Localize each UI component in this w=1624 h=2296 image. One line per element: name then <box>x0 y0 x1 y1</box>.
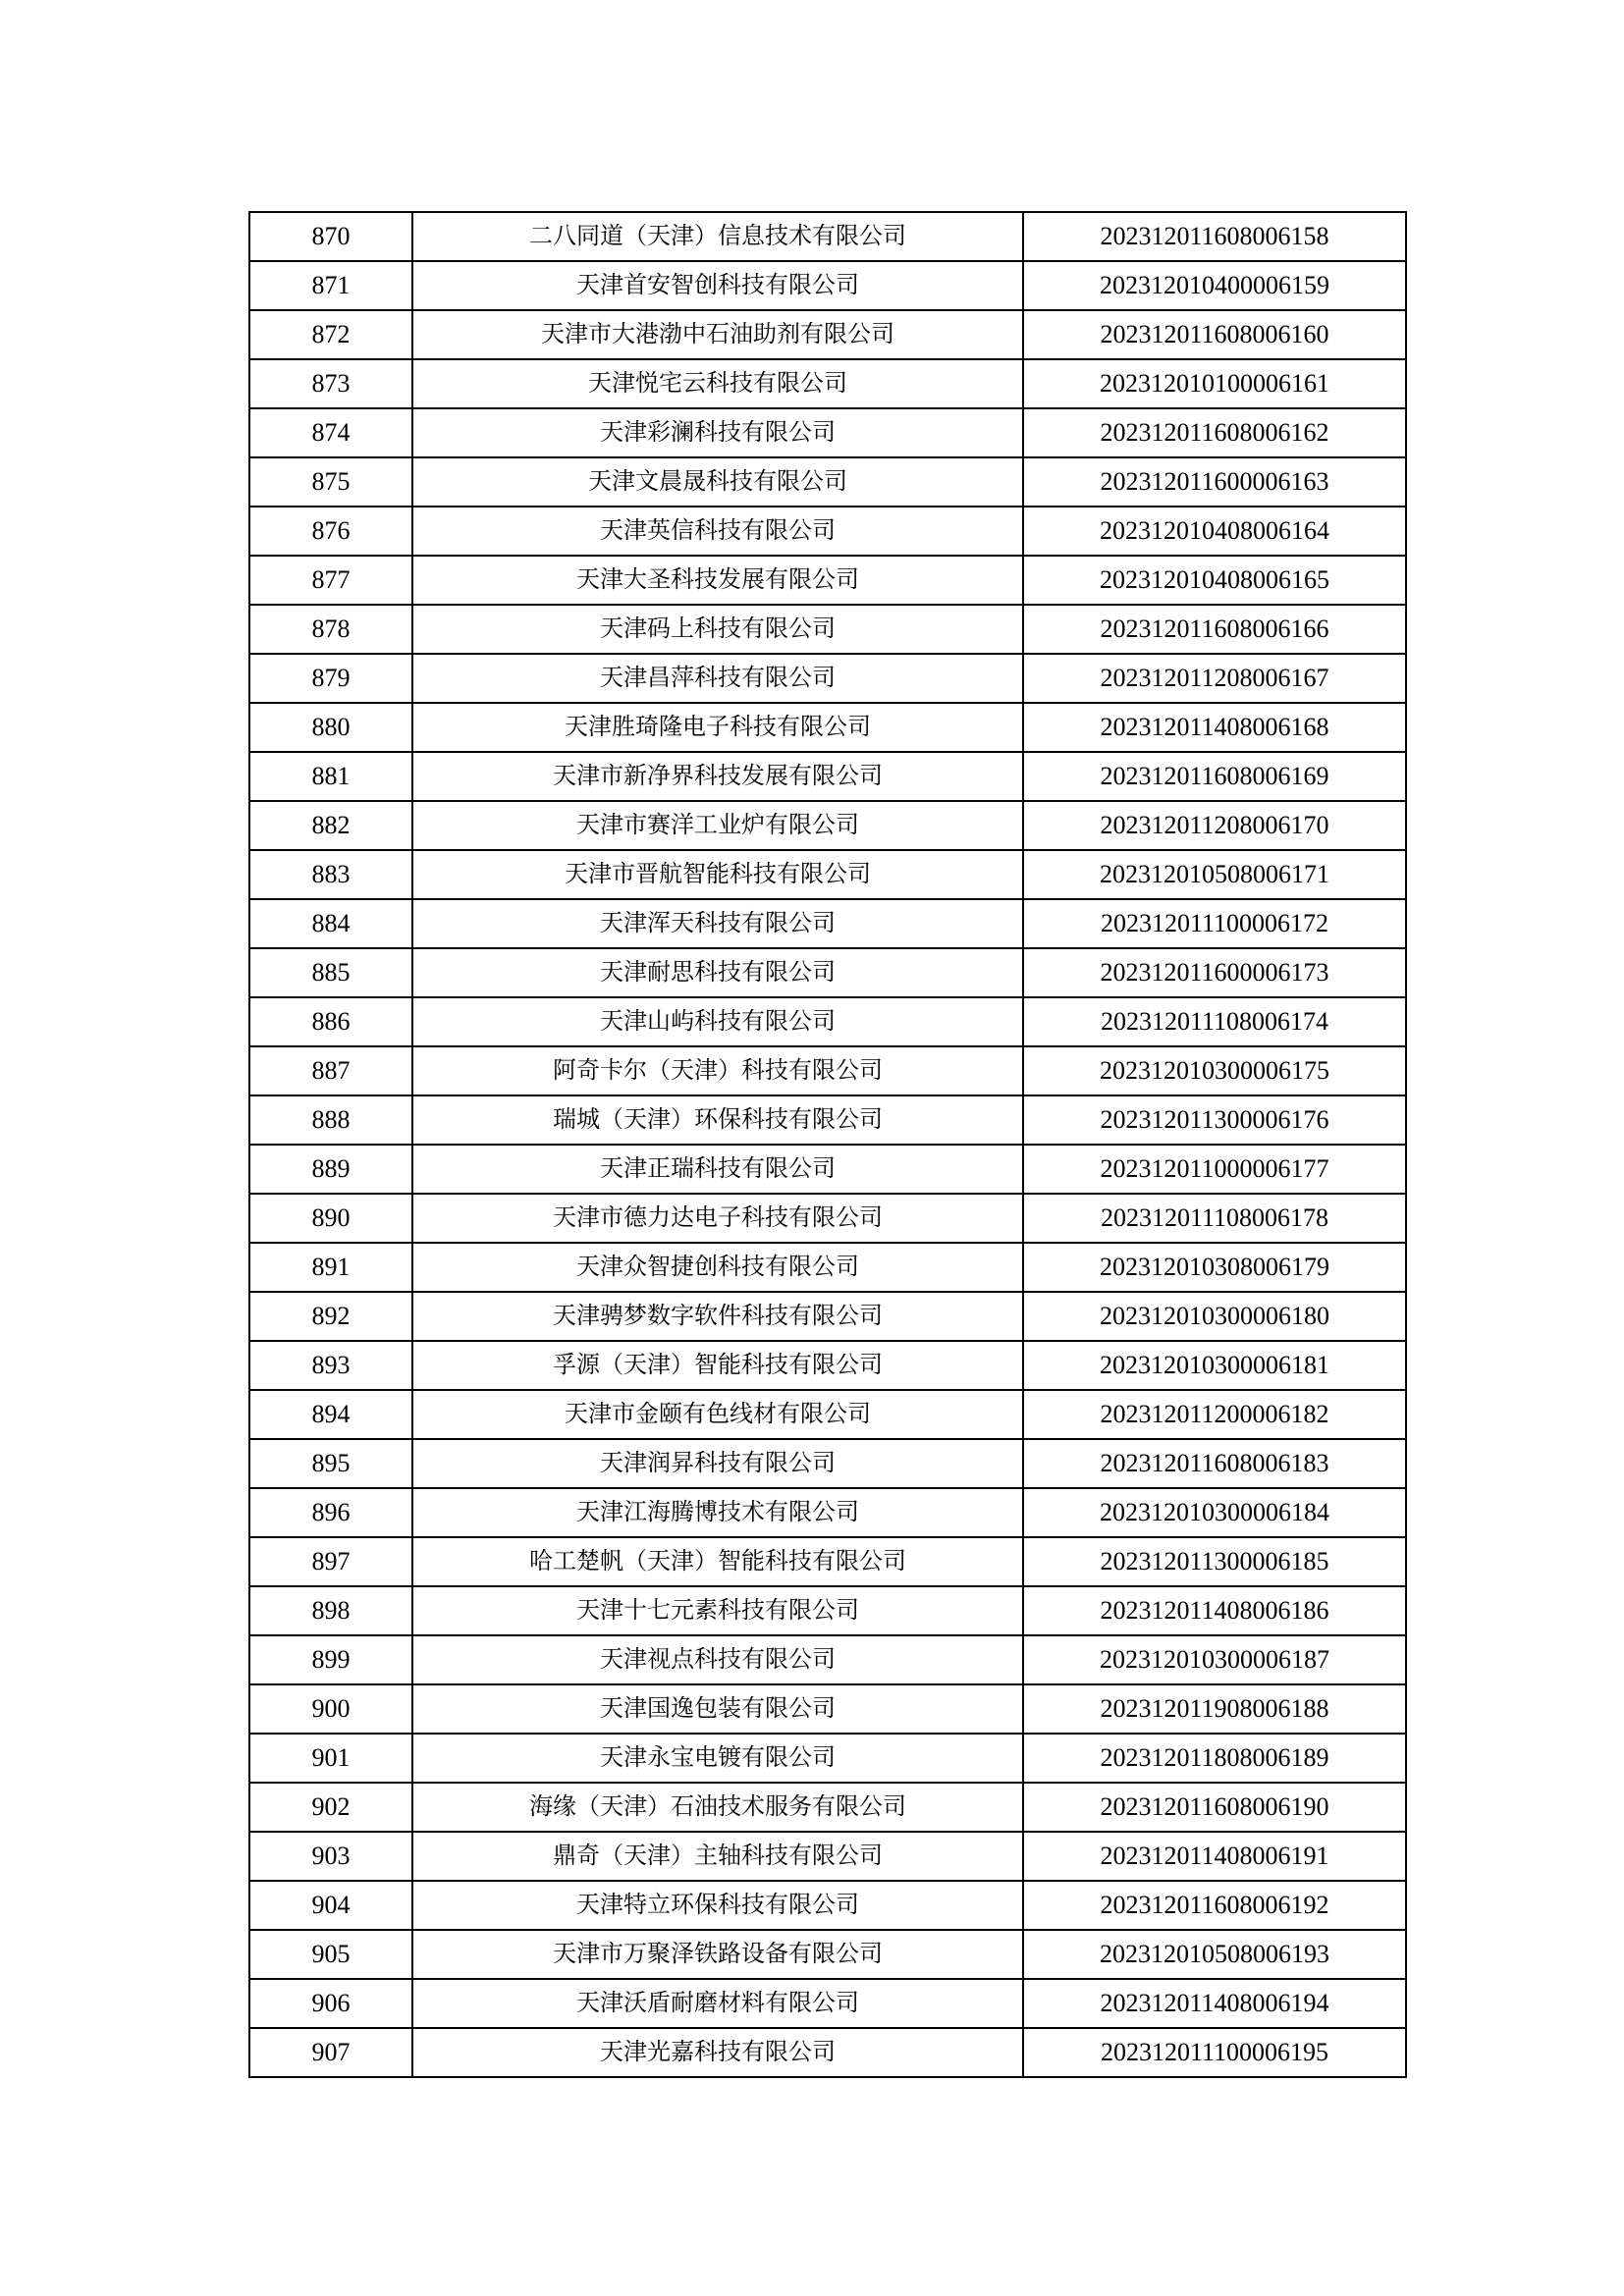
table-row <box>249 1341 1406 1390</box>
company-name-cell: 天津市大港渤中石油助剂有限公司 <box>412 310 1023 359</box>
company-name-cell: 阿奇卡尔（天津）科技有限公司 <box>412 1046 1023 1095</box>
row-index-cell: 872 <box>249 310 412 359</box>
company-name-cell: 天津悦宅云科技有限公司 <box>412 359 1023 408</box>
row-index-cell: 893 <box>249 1341 412 1390</box>
company-name-cell: 天津胜琦隆电子科技有限公司 <box>412 703 1023 752</box>
company-name-cell: 鼎奇（天津）主轴科技有限公司 <box>412 1832 1023 1881</box>
registration-code-cell: 202312010508006193 <box>1023 1930 1406 1979</box>
row-index-cell: 907 <box>249 2028 412 2077</box>
registration-code-cell: 202312010400006159 <box>1023 261 1406 310</box>
registration-code-cell: 202312010300006184 <box>1023 1488 1406 1537</box>
row-index-cell: 881 <box>249 752 412 801</box>
company-name-cell: 天津昌萍科技有限公司 <box>412 654 1023 703</box>
registration-code-cell: 202312011100006172 <box>1023 899 1406 948</box>
row-index-cell: 880 <box>249 703 412 752</box>
row-index-cell: 883 <box>249 850 412 899</box>
table-row <box>249 212 1406 261</box>
company-name-cell: 哈工楚帆（天津）智能科技有限公司 <box>412 1537 1023 1586</box>
company-name-cell: 天津耐思科技有限公司 <box>412 948 1023 997</box>
row-index-cell: 891 <box>249 1243 412 1292</box>
row-index-cell: 874 <box>249 408 412 457</box>
registration-code-cell: 202312011108006178 <box>1023 1194 1406 1243</box>
company-name-cell: 天津首安智创科技有限公司 <box>412 261 1023 310</box>
company-name-cell: 天津码上科技有限公司 <box>412 605 1023 654</box>
row-index-cell: 879 <box>249 654 412 703</box>
row-index-cell: 905 <box>249 1930 412 1979</box>
company-name-cell: 天津文晨晟科技有限公司 <box>412 457 1023 507</box>
table-row <box>249 1243 1406 1292</box>
table-row <box>249 408 1406 457</box>
company-name-cell: 孚源（天津）智能科技有限公司 <box>412 1341 1023 1390</box>
registration-code-cell: 202312010100006161 <box>1023 359 1406 408</box>
row-index-cell: 894 <box>249 1390 412 1439</box>
company-name-cell: 天津国逸包装有限公司 <box>412 1684 1023 1734</box>
row-index-cell: 899 <box>249 1635 412 1684</box>
table-row <box>249 948 1406 997</box>
company-name-cell: 天津英信科技有限公司 <box>412 507 1023 556</box>
table-row <box>249 556 1406 605</box>
row-index-cell: 889 <box>249 1145 412 1194</box>
table-row <box>249 1979 1406 2028</box>
row-index-cell: 892 <box>249 1292 412 1341</box>
registration-code-cell: 202312011200006182 <box>1023 1390 1406 1439</box>
company-name-cell: 天津众智捷创科技有限公司 <box>412 1243 1023 1292</box>
registration-code-cell: 202312011608006162 <box>1023 408 1406 457</box>
company-name-cell: 天津市德力达电子科技有限公司 <box>412 1194 1023 1243</box>
company-name-cell: 二八同道（天津）信息技术有限公司 <box>412 212 1023 261</box>
company-name-cell: 天津特立环保科技有限公司 <box>412 1881 1023 1930</box>
company-name-cell: 瑞城（天津）环保科技有限公司 <box>412 1095 1023 1145</box>
table-row <box>249 850 1406 899</box>
registration-code-cell: 202312011608006183 <box>1023 1439 1406 1488</box>
company-name-cell: 天津市金颐有色线材有限公司 <box>412 1390 1023 1439</box>
table-row <box>249 1734 1406 1783</box>
registration-code-cell: 202312011408006168 <box>1023 703 1406 752</box>
registration-code-cell: 202312011608006192 <box>1023 1881 1406 1930</box>
company-name-cell: 天津市新净界科技发展有限公司 <box>412 752 1023 801</box>
company-name-cell: 天津永宝电镀有限公司 <box>412 1734 1023 1783</box>
registration-code-cell: 202312011408006194 <box>1023 1979 1406 2028</box>
company-name-cell: 天津视点科技有限公司 <box>412 1635 1023 1684</box>
table-row <box>249 1537 1406 1586</box>
registration-code-cell: 202312011608006160 <box>1023 310 1406 359</box>
company-name-cell: 天津彩澜科技有限公司 <box>412 408 1023 457</box>
table-row <box>249 1881 1406 1930</box>
company-table <box>248 211 1407 2078</box>
table-row <box>249 1684 1406 1734</box>
registration-code-cell: 202312011300006176 <box>1023 1095 1406 1145</box>
registration-code-cell: 202312010300006180 <box>1023 1292 1406 1341</box>
registration-code-cell: 202312011600006163 <box>1023 457 1406 507</box>
registration-code-cell: 202312011608006169 <box>1023 752 1406 801</box>
company-name-cell: 天津市晋航智能科技有限公司 <box>412 850 1023 899</box>
table-row <box>249 507 1406 556</box>
table-row <box>249 1635 1406 1684</box>
row-index-cell: 900 <box>249 1684 412 1734</box>
company-table-body <box>249 212 1406 2077</box>
registration-code-cell: 202312010300006187 <box>1023 1635 1406 1684</box>
company-name-cell: 天津沃盾耐磨材料有限公司 <box>412 1979 1023 2028</box>
table-row <box>249 457 1406 507</box>
registration-code-cell: 202312011300006185 <box>1023 1537 1406 1586</box>
registration-code-cell: 202312011408006191 <box>1023 1832 1406 1881</box>
row-index-cell: 906 <box>249 1979 412 2028</box>
registration-code-cell: 202312011408006186 <box>1023 1586 1406 1635</box>
company-name-cell: 海缘（天津）石油技术服务有限公司 <box>412 1783 1023 1832</box>
registration-code-cell: 202312011208006167 <box>1023 654 1406 703</box>
registration-code-cell: 202312011608006190 <box>1023 1783 1406 1832</box>
row-index-cell: 902 <box>249 1783 412 1832</box>
row-index-cell: 886 <box>249 997 412 1046</box>
row-index-cell: 877 <box>249 556 412 605</box>
table-row <box>249 1439 1406 1488</box>
registration-code-cell: 202312011808006189 <box>1023 1734 1406 1783</box>
registration-code-cell: 202312011100006195 <box>1023 2028 1406 2077</box>
company-name-cell: 天津市万聚泽铁路设备有限公司 <box>412 1930 1023 1979</box>
registration-code-cell: 202312010308006179 <box>1023 1243 1406 1292</box>
company-name-cell: 天津大圣科技发展有限公司 <box>412 556 1023 605</box>
company-name-cell: 天津十七元素科技有限公司 <box>412 1586 1023 1635</box>
row-index-cell: 870 <box>249 212 412 261</box>
row-index-cell: 904 <box>249 1881 412 1930</box>
row-index-cell: 875 <box>249 457 412 507</box>
table-row <box>249 899 1406 948</box>
registration-code-cell: 202312011108006174 <box>1023 997 1406 1046</box>
row-index-cell: 895 <box>249 1439 412 1488</box>
company-name-cell: 天津正瑞科技有限公司 <box>412 1145 1023 1194</box>
table-row <box>249 1145 1406 1194</box>
table-row <box>249 2028 1406 2077</box>
company-name-cell: 天津光嘉科技有限公司 <box>412 2028 1023 2077</box>
registration-code-cell: 202312011608006158 <box>1023 212 1406 261</box>
registration-code-cell: 202312011208006170 <box>1023 801 1406 850</box>
table-row <box>249 1390 1406 1439</box>
company-name-cell: 天津市赛洋工业炉有限公司 <box>412 801 1023 850</box>
table-row <box>249 1292 1406 1341</box>
table-row <box>249 605 1406 654</box>
registration-code-cell: 202312011608006166 <box>1023 605 1406 654</box>
row-index-cell: 896 <box>249 1488 412 1537</box>
row-index-cell: 882 <box>249 801 412 850</box>
company-name-cell: 天津浑天科技有限公司 <box>412 899 1023 948</box>
table-row <box>249 261 1406 310</box>
table-row <box>249 310 1406 359</box>
table-row <box>249 1046 1406 1095</box>
row-index-cell: 884 <box>249 899 412 948</box>
registration-code-cell: 202312010508006171 <box>1023 850 1406 899</box>
row-index-cell: 901 <box>249 1734 412 1783</box>
row-index-cell: 888 <box>249 1095 412 1145</box>
row-index-cell: 876 <box>249 507 412 556</box>
registration-code-cell: 202312011000006177 <box>1023 1145 1406 1194</box>
registration-code-cell: 202312010408006164 <box>1023 507 1406 556</box>
table-row <box>249 1832 1406 1881</box>
row-index-cell: 890 <box>249 1194 412 1243</box>
company-name-cell: 天津骋梦数字软件科技有限公司 <box>412 1292 1023 1341</box>
table-row <box>249 752 1406 801</box>
table-row <box>249 654 1406 703</box>
row-index-cell: 871 <box>249 261 412 310</box>
table-row <box>249 1095 1406 1145</box>
row-index-cell: 897 <box>249 1537 412 1586</box>
table-row <box>249 359 1406 408</box>
registration-code-cell: 202312011600006173 <box>1023 948 1406 997</box>
company-name-cell: 天津江海腾博技术有限公司 <box>412 1488 1023 1537</box>
registration-code-cell: 202312011908006188 <box>1023 1684 1406 1734</box>
row-index-cell: 885 <box>249 948 412 997</box>
table-row <box>249 1586 1406 1635</box>
row-index-cell: 873 <box>249 359 412 408</box>
registration-code-cell: 202312010300006175 <box>1023 1046 1406 1095</box>
registration-code-cell: 202312010408006165 <box>1023 556 1406 605</box>
table-row <box>249 997 1406 1046</box>
table-row <box>249 1930 1406 1979</box>
row-index-cell: 887 <box>249 1046 412 1095</box>
table-row <box>249 1488 1406 1537</box>
table-row <box>249 801 1406 850</box>
registration-code-cell: 202312010300006181 <box>1023 1341 1406 1390</box>
company-name-cell: 天津山屿科技有限公司 <box>412 997 1023 1046</box>
row-index-cell: 898 <box>249 1586 412 1635</box>
table-row <box>249 1194 1406 1243</box>
table-row <box>249 703 1406 752</box>
row-index-cell: 878 <box>249 605 412 654</box>
company-name-cell: 天津润昇科技有限公司 <box>412 1439 1023 1488</box>
row-index-cell: 903 <box>249 1832 412 1881</box>
table-row <box>249 1783 1406 1832</box>
